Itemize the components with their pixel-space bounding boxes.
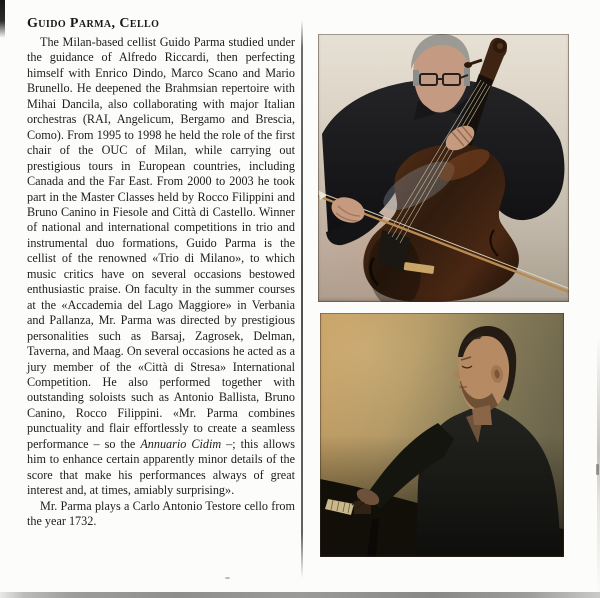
cellist-illustration [318,34,569,302]
bio-paragraph-2: Mr. Parma plays a Carlo Antonio Testore cello from the year 1732. [27,498,295,529]
photo-pianist [320,313,564,557]
bio-text-segment: The Milan-based cellist Guido Parma studied under the guidance of Alfredo Riccardi, then perfecting himself with Enrico Dindo, Marco Scano and Mario Brunello. He deepened the Brahmsian repertoire with Mihai Dancila, also collaborating with major Italian orchestras (RAI, Angelicum, Bergamo and Brescia, Como). From 1995 to 1998 he held the role of the first chair of the OUC of Milan, while carrying out prestigious tours in European countries, including Canada and the Far East. From 2000 to 2003 he took part in the Master Classes held by Rocco Filippini and Bruno Canino in Fiesole and Città di Castello. Winner of national and international competitions in trio and instrumental duo formations, Guido Parma is the cellist of the renowned «Trio di Milano», to which music critics have on several occasions bestowed enthusiastic praise. On faculty in the summer courses at the «Accademia del Lago Maggiore» in Verbania and Pallanza, Mr. Parma was directed by prestigious personalities such as Barsaj, Zagrosek, Delman, Taverna, and Maag. On several occasions he acted as a jury member of the «Città di Stresa» International Competition. He also performed together with outstanding soloists such as Antonio Ballista, Bruno Canino, Rocco Filippini. «Mr. Parma combines punctuality and flair effortlessly to create a seamless performance – so the [27,35,295,451]
scan-edge-artifact-bottom [0,592,600,598]
scan-corner-artifact [0,0,5,38]
scan-edge-tick [596,464,599,475]
bio-text-segment: –; this allows him to enhance certain apparently minor details of the score that make his performances always of great interest and, at times, amiably surprising». [27,436,295,498]
page-title: Guido Parma, Cello [27,16,160,31]
booklet-fold-line [301,20,303,578]
pianist-illustration [320,313,564,557]
bio-paragraph-1 [27,35,295,499]
bio-text-column [27,16,295,530]
photo-cellist [318,34,569,302]
bio-text-italic-segment: Annuario Cidim [140,436,222,451]
dust-speck [225,577,230,579]
